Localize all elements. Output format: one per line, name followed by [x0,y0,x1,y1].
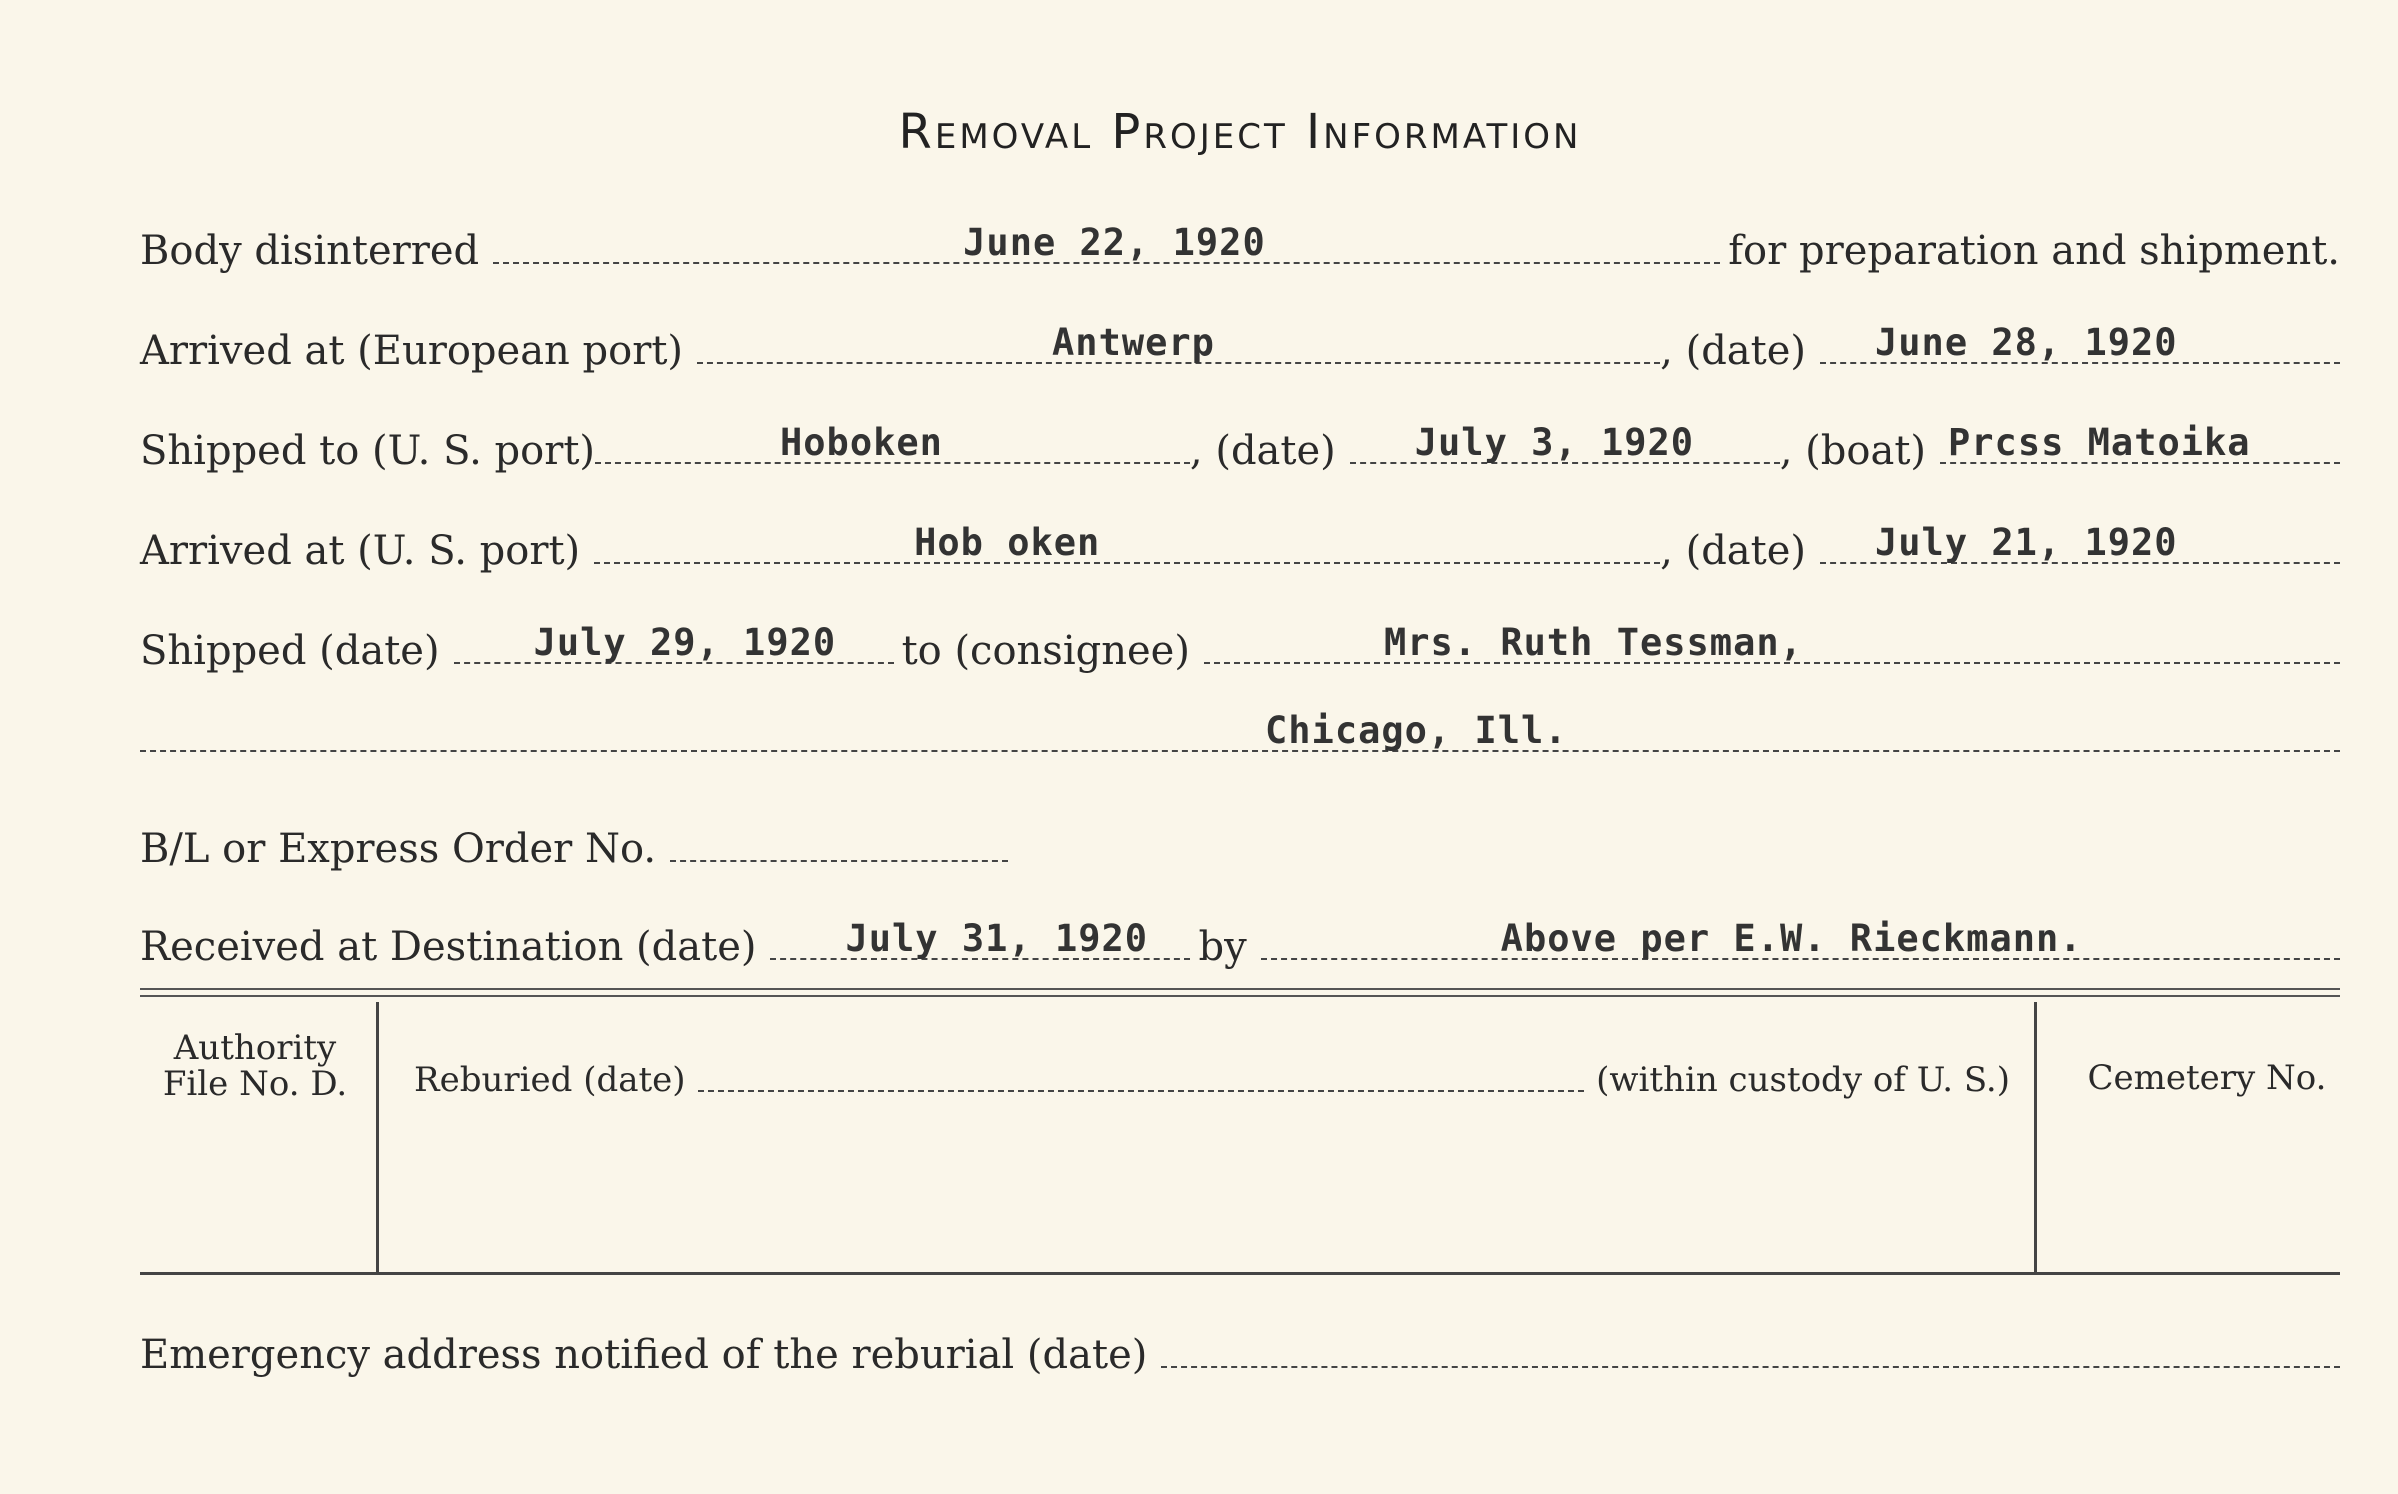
custody-label: (within custody of U. S.) [1596,1060,2010,1100]
bl-order-label: B/L or Express Order No. [140,826,657,872]
bl-order-field[interactable] [670,820,1008,862]
row-arrived-us [140,522,2340,574]
received-label: Received at Destination (date) [140,924,757,970]
authority-line2: File No. D. [162,1064,348,1104]
reburied-row [414,1060,2010,1100]
box-divider-right [2034,1002,2037,1274]
shipped-us-date: July 3, 1920 [1414,421,1695,464]
arrived-european-value: Antwerp [1052,321,1215,364]
row-bl-order [140,820,1008,872]
arrived-european-date: June 28, 1920 [1875,321,2178,364]
arrived-european-date-field[interactable] [1820,322,2340,364]
body-disinterred-field[interactable] [493,222,1720,264]
body-disinterred-label: Body disinterred [140,228,480,274]
shipped-us-date-field[interactable] [1350,422,1780,464]
row-consignee-line2 [140,710,2340,762]
emergency-label: Emergency address notified of the reburial (date) [140,1332,1148,1378]
shipped-us-field[interactable] [595,422,1190,464]
emergency-field[interactable] [1161,1326,2340,1368]
shipped-us-boat: Prcss Matoika [1948,421,2251,464]
consignee-line2-field[interactable] [140,710,2340,752]
row-emergency [140,1326,2340,1378]
shipped-date-label: Shipped (date) [140,628,440,674]
shipped-us-boat-field[interactable] [1940,422,2340,464]
row-arrived-european [140,322,2340,374]
authority-file-label [160,1030,350,1102]
arrived-us-label: Arrived at (U. S. port) [140,528,581,574]
consignee-field[interactable] [1204,622,2340,664]
arrived-us-value: Hob oken [914,521,1101,564]
arrived-european-field[interactable] [697,322,1660,364]
shipped-us-date-label: , (date) [1189,428,1336,474]
received-by-value: Above per E.W. Rieckmann. [1500,917,2083,960]
arrived-us-field[interactable] [594,522,1660,564]
double-divider [140,988,2340,997]
received-by-field[interactable] [1261,918,2340,960]
arrived-us-date: July 21, 1920 [1875,521,2178,564]
arrived-european-date-label: , (date) [1660,328,1806,374]
consignee-value: Mrs. Ruth Tessman, [1383,621,1803,664]
consignee-line2-value: Chicago, Ill. [1265,709,1568,752]
box-divider-left [376,1002,379,1274]
shipped-date-field[interactable] [454,622,894,664]
received-date-value: July 31, 1920 [845,917,1149,960]
box-bottom-rule [140,1272,2340,1275]
received-date-field[interactable] [770,918,1190,960]
arrived-european-label: Arrived at (European port) [140,328,684,374]
arrived-us-date-label: , (date) [1660,528,1806,574]
authority-line1: Authority [173,1028,337,1068]
row-body-disinterred [140,222,2340,274]
body-disinterred-suffix: for preparation and shipment. [1728,228,2340,274]
reburied-field[interactable] [698,1060,1585,1092]
row-shipped-us [140,422,2340,474]
consignee-label: to (consignee) [901,628,1190,674]
shipped-us-boat-label: , (boat) [1779,428,1926,474]
received-by-label: by [1198,924,1247,970]
arrived-us-date-field[interactable] [1820,522,2340,564]
row-received [140,918,2340,970]
page-title: Removal Project Information [898,104,1582,160]
body-disinterred-value: June 22, 1920 [963,221,1266,264]
shipped-us-label: Shipped to (U. S. port) [140,428,595,474]
cemetery-label: Cemetery No. [2087,1058,2327,1098]
shipped-date-value: July 29, 1920 [533,621,837,664]
reburied-label: Reburied (date) [414,1060,686,1100]
row-shipped-date [140,622,2340,674]
shipped-us-value: Hoboken [780,421,943,464]
